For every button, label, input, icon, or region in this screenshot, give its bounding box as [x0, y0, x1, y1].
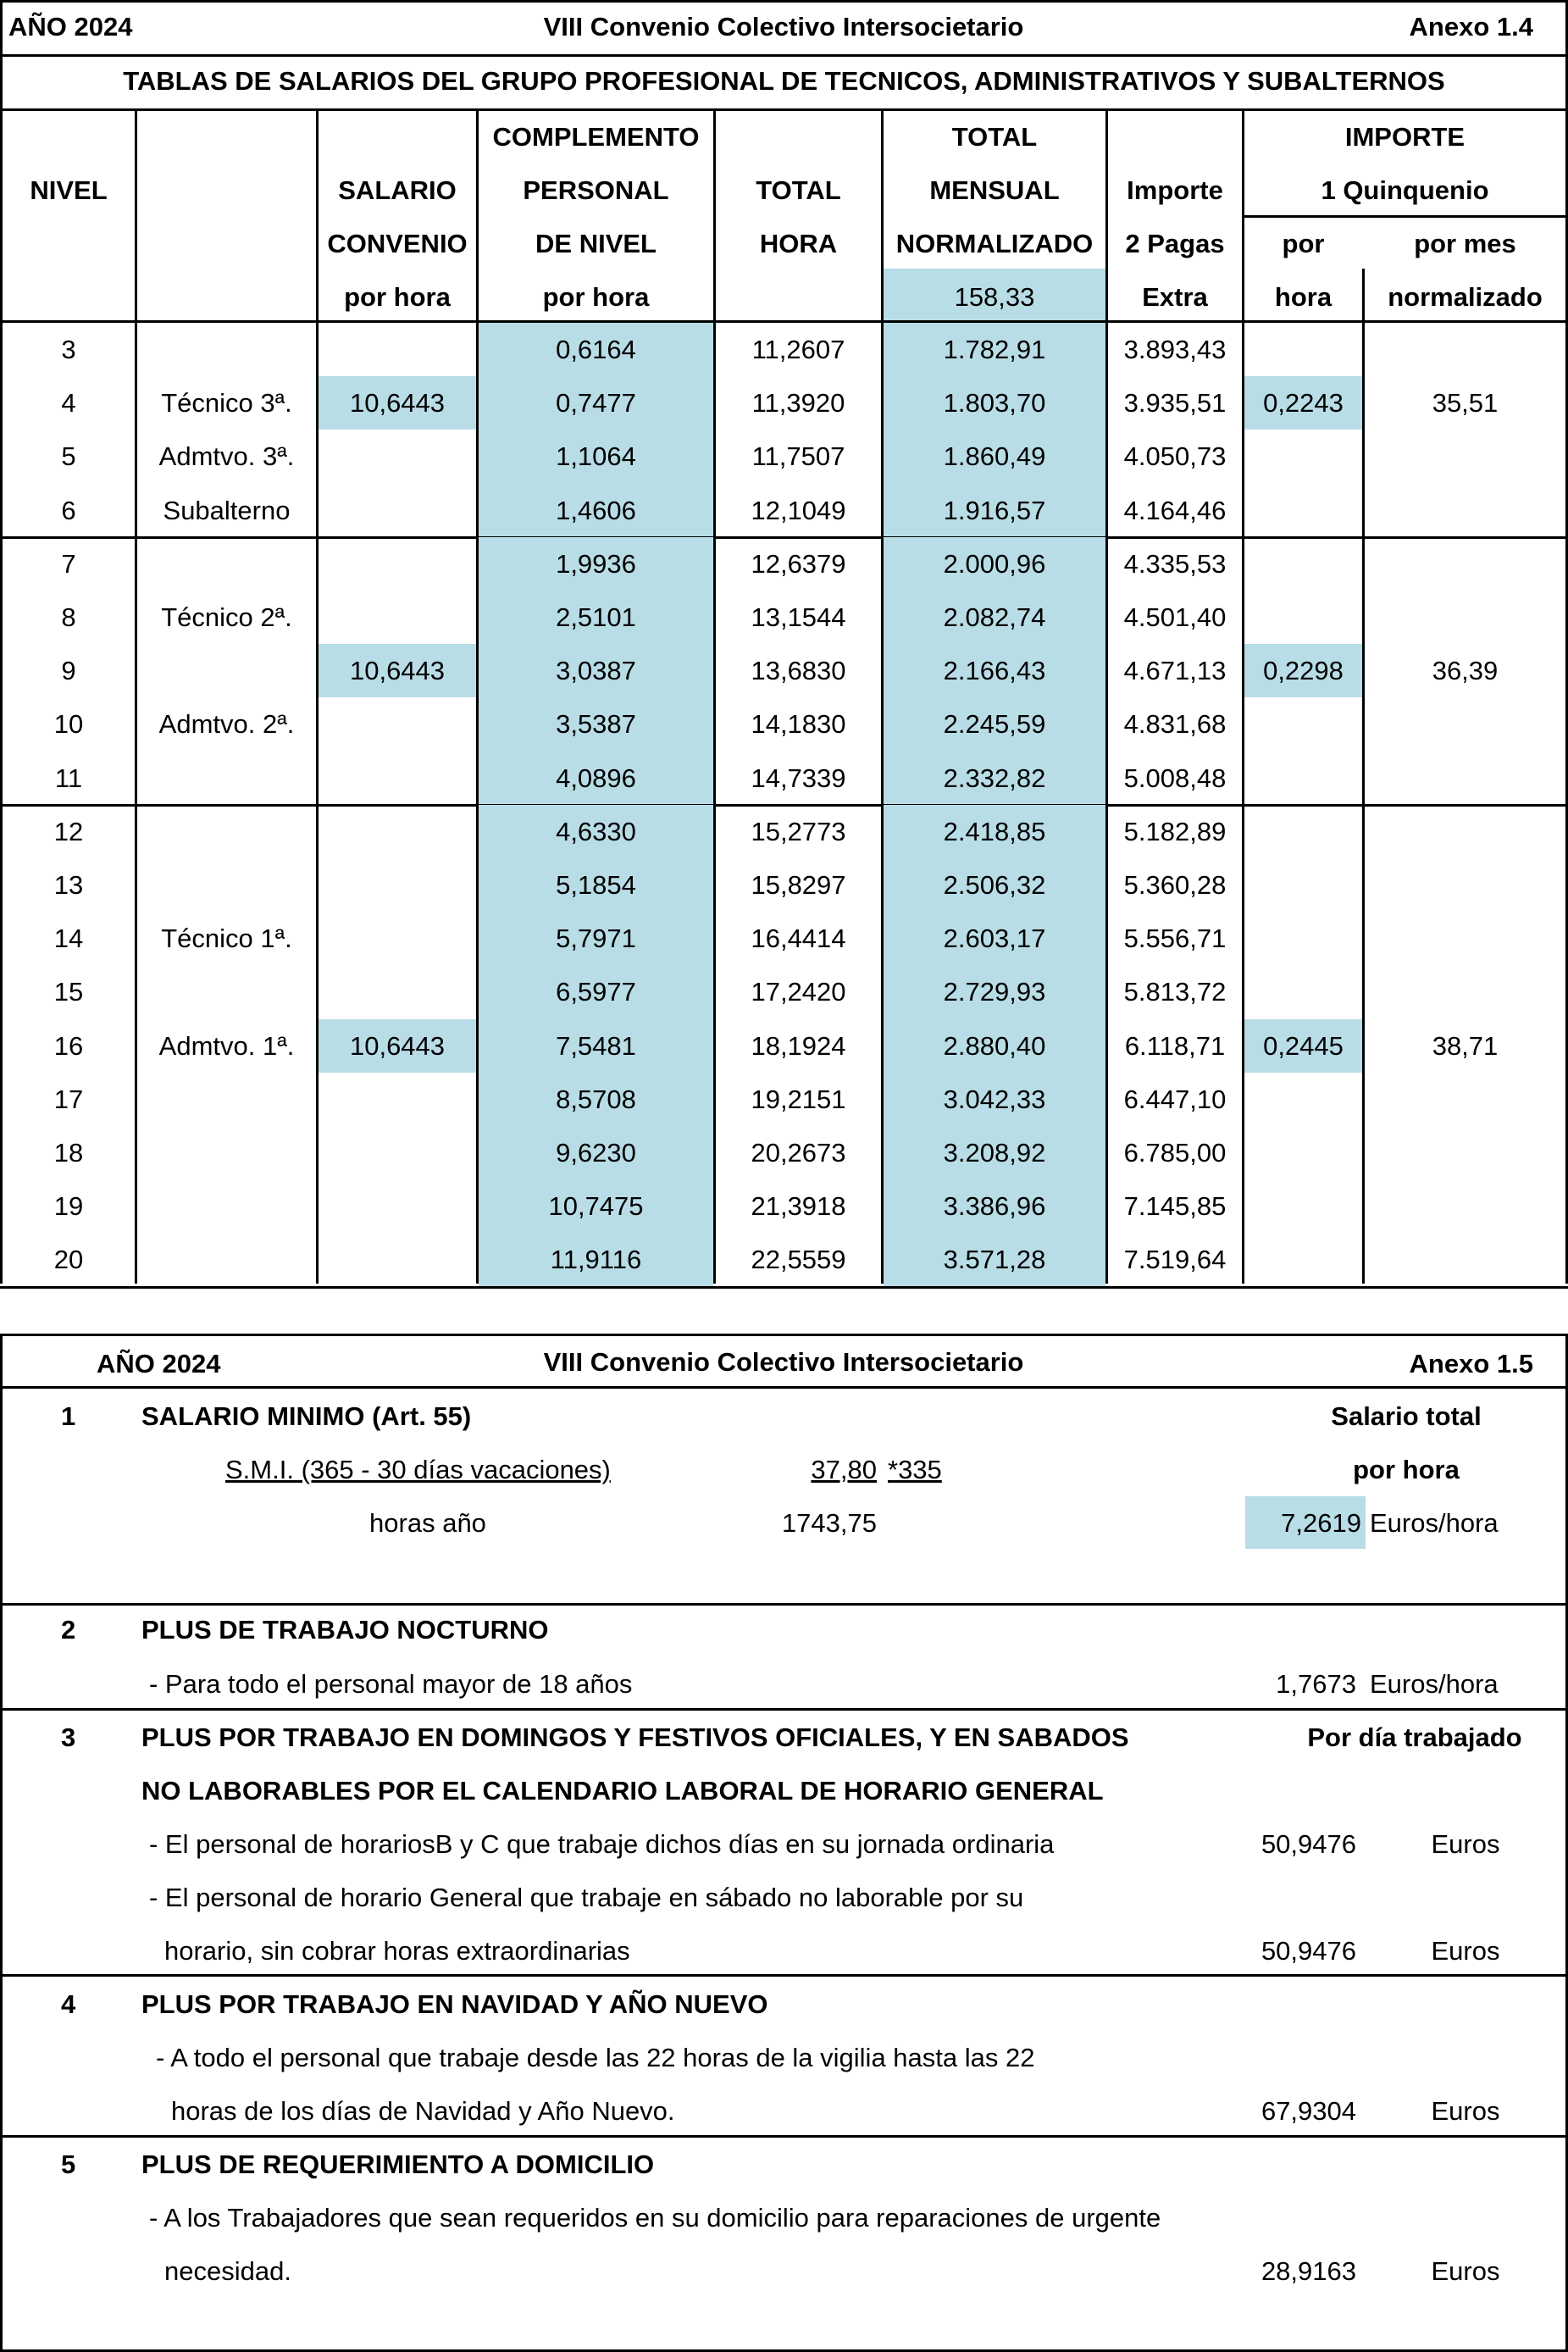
s2-line: - Para todo el personal mayor de 18 años [149, 1669, 633, 1699]
complemento-cell: 8,5708 [556, 1084, 636, 1114]
group-divider [0, 536, 1568, 539]
pagas-extra-cell: 5.182,89 [1123, 816, 1227, 846]
pagas-extra-cell: 5.556,71 [1123, 924, 1227, 954]
total-hora-cell: 15,2773 [751, 816, 846, 846]
pagas-extra-cell: 6.447,10 [1123, 1084, 1227, 1114]
total-mensual-cell: 2.603,17 [943, 924, 1046, 954]
complemento-cell: 4,0896 [556, 763, 636, 793]
s3-line-1: - El personal de horariosB y C que trabaje dichos días en su jornada ordinaria [149, 1829, 1055, 1859]
header-quin-2: 1 Quinquenio [1321, 175, 1489, 205]
header-salario-3: por hora [344, 282, 451, 312]
complemento-cell: 2,5101 [556, 602, 636, 632]
total-mensual-cell: 2.880,40 [943, 1030, 1046, 1061]
category-cell: Técnico 3ª. [161, 388, 292, 419]
total-hora-cell: 13,6830 [751, 656, 846, 686]
s1-unit: Euros/hora [1370, 1508, 1499, 1538]
pagas-extra-cell: 6.785,00 [1123, 1138, 1227, 1168]
s3-right-label: Por día trabajado [1307, 1722, 1522, 1752]
nivel-cell: 14 [53, 924, 84, 954]
annex14-year: AÑO 2024 [8, 12, 133, 42]
category-cell: Admtvo. 3ª. [158, 441, 295, 472]
s1-total: 7,2619 [1281, 1508, 1361, 1538]
nivel-cell: 12 [53, 816, 84, 846]
nivel-cell: 11 [54, 763, 83, 793]
s3-unit-2: Euros [1431, 1936, 1500, 1966]
s2-title: PLUS DE TRABAJO NOCTURNO [141, 1615, 549, 1645]
category-cell: Admtvo. 2ª. [158, 709, 295, 740]
pagas-extra-cell: 6.118,71 [1124, 1030, 1226, 1061]
total-mensual-cell: 2.082,74 [943, 602, 1046, 632]
smi-value: 37,80 [811, 1455, 877, 1484]
complemento-cell: 6,5977 [556, 977, 636, 1007]
s4-unit: Euros [1431, 2096, 1500, 2126]
group-divider [0, 804, 1568, 807]
s2-value: 1,7673 [1276, 1669, 1356, 1699]
annex14-number: Anexo 1.4 [1409, 12, 1533, 42]
total-mensual-cell: 2.332,82 [943, 763, 1046, 793]
complemento-cell: 9,6230 [556, 1138, 636, 1168]
header-quin-mes-1: por mes [1414, 229, 1516, 258]
smi-multiplier: *335 [888, 1455, 942, 1484]
salario-convenio: 10,6443 [349, 1030, 446, 1061]
s5-number: 5 [61, 2150, 76, 2179]
s3-title-1: PLUS POR TRABAJO EN DOMINGOS Y FESTIVOS OFICIALES, Y EN SABADOS [141, 1722, 1129, 1752]
salario-convenio: 10,6443 [349, 656, 446, 686]
complemento-cell: 1,9936 [556, 548, 636, 579]
pagas-extra-cell: 4.335,53 [1123, 548, 1227, 579]
total-hora-cell: 11,7507 [751, 441, 845, 472]
nivel-cell: 8 [61, 602, 76, 632]
quinquenio-por-hora: 0,2445 [1263, 1030, 1344, 1061]
nivel-cell: 17 [53, 1084, 84, 1114]
total-mensual-cell: 2.245,59 [943, 709, 1046, 740]
nivel-cell: 19 [53, 1191, 84, 1222]
pagas-extra-cell: 4.050,73 [1123, 441, 1227, 472]
total-mensual-cell: 3.386,96 [943, 1191, 1046, 1222]
category-cell: Subalterno [163, 495, 291, 525]
s5-unit: Euros [1431, 2256, 1500, 2286]
pagas-extra-cell: 7.145,85 [1123, 1191, 1227, 1222]
nivel-cell: 20 [53, 1245, 84, 1275]
total-hora-cell: 20,2673 [751, 1138, 846, 1168]
s4-number: 4 [61, 1989, 76, 2019]
pagas-extra-cell: 3.935,51 [1123, 388, 1227, 419]
header-quin-mes-2: normalizado [1388, 282, 1543, 312]
pagas-extra-cell: 3.893,43 [1123, 335, 1227, 364]
header-mensual-1: TOTAL [951, 122, 1038, 152]
nivel-cell: 6 [61, 495, 76, 525]
nivel-cell: 18 [53, 1138, 84, 1168]
header-nivel: NIVEL [30, 175, 108, 205]
s2-unit: Euros/hora [1370, 1669, 1499, 1699]
header-mensual-3: NORMALIZADO [895, 229, 1094, 258]
complemento-cell: 5,1854 [556, 870, 636, 900]
total-mensual-cell: 1.782,91 [943, 335, 1046, 364]
s3-title-2: NO LABORABLES POR EL CALENDARIO LABORAL DE HORARIO GENERAL [141, 1776, 1104, 1806]
horas-label: horas año [369, 1508, 486, 1538]
total-mensual-cell: 3.042,33 [943, 1084, 1046, 1114]
quinquenio-por-mes: 38,71 [1432, 1030, 1499, 1061]
s2-number: 2 [61, 1615, 76, 1645]
pagas-extra-cell: 5.360,28 [1123, 870, 1227, 900]
total-mensual-cell: 2.166,43 [943, 656, 1046, 686]
s3-value-2: 50,9476 [1260, 1936, 1356, 1966]
quinquenio-por-hora: 0,2243 [1263, 388, 1344, 419]
pagas-extra-cell: 7.519,64 [1123, 1245, 1227, 1275]
total-hora-cell: 13,1544 [751, 602, 846, 632]
pagas-extra-cell: 4.831,68 [1123, 709, 1227, 740]
total-hora-cell: 11,3920 [751, 388, 845, 419]
quinquenio-por-mes: 36,39 [1432, 656, 1499, 686]
total-mensual-cell: 3.571,28 [943, 1245, 1046, 1275]
nivel-cell: 5 [61, 441, 76, 472]
s1-number: 1 [61, 1401, 76, 1431]
header-quin-1: IMPORTE [1344, 122, 1465, 152]
total-mensual-cell: 2.729,93 [943, 977, 1046, 1007]
total-hora-cell: 17,2420 [751, 977, 846, 1007]
nivel-cell: 4 [61, 388, 76, 419]
annex15-number: Anexo 1.5 [1409, 1349, 1533, 1378]
horas-value: 1743,75 [781, 1508, 877, 1538]
total-hora-cell: 15,8297 [751, 870, 846, 900]
header-quin-hora-1: por [1282, 229, 1325, 258]
total-mensual-cell: 2.506,32 [943, 870, 1046, 900]
header-extra-3: Extra [1142, 282, 1208, 312]
annex14-agreement: VIII Convenio Colectivo Intersocietario [543, 12, 1024, 42]
pagas-extra-cell: 4.501,40 [1123, 602, 1227, 632]
total-hora-cell: 12,1049 [751, 495, 846, 525]
header-total-2: HORA [759, 229, 838, 258]
nivel-cell: 13 [53, 870, 84, 900]
total-hora-cell: 19,2151 [751, 1084, 846, 1114]
total-hora-cell: 22,5559 [751, 1245, 846, 1275]
quinquenio-por-mes: 35,51 [1432, 388, 1499, 419]
nivel-cell: 15 [53, 977, 84, 1007]
s5-line-a: - A los Trabajadores que sean requeridos en su domicilio para reparaciones de urgente [149, 2203, 1161, 2233]
s3-value-1: 50,9476 [1260, 1829, 1356, 1859]
total-mensual-cell: 1.916,57 [943, 495, 1046, 525]
header-salario-2: CONVENIO [327, 229, 468, 258]
nivel-cell: 9 [61, 656, 76, 686]
salario-convenio: 10,6443 [349, 388, 446, 419]
header-mensual-hours: 158,33 [954, 282, 1035, 312]
complemento-cell: 3,5387 [556, 709, 636, 740]
nivel-cell: 3 [61, 335, 76, 364]
total-mensual-cell: 3.208,92 [943, 1138, 1046, 1168]
total-mensual-cell: 2.000,96 [943, 548, 1046, 579]
s1-right-label-1: Salario total [1331, 1401, 1482, 1431]
total-hora-cell: 21,3918 [751, 1191, 846, 1222]
header-mensual-2: MENSUAL [929, 175, 1060, 205]
pagas-extra-cell: 4.164,46 [1123, 495, 1227, 525]
total-hora-cell: 11,2607 [751, 335, 845, 364]
complemento-cell: 7,5481 [556, 1030, 636, 1061]
header-quin-hora-2: hora [1274, 282, 1333, 312]
header-comp-2: PERSONAL [523, 175, 669, 205]
category-cell: Admtvo. 1ª. [158, 1030, 295, 1061]
s4-line-a: - A todo el personal que trabaje desde las 22 horas de la vigilia hasta las 22 [156, 2043, 1035, 2072]
annex14-title: TABLAS DE SALARIOS DEL GRUPO PROFESIONAL DE TECNICOS, ADMINISTRATIVOS Y SUBALTERNOS [123, 66, 1445, 96]
total-mensual-cell: 2.418,85 [943, 816, 1046, 846]
total-mensual-cell: 1.860,49 [943, 441, 1046, 472]
header-comp-4: por hora [542, 282, 650, 312]
pagas-extra-cell: 5.008,48 [1123, 763, 1227, 793]
nivel-cell: 7 [61, 548, 76, 579]
s5-value: 28,9163 [1260, 2256, 1356, 2286]
header-extra-2: 2 Pagas [1125, 229, 1225, 258]
smi-label: S.M.I. (365 - 30 días vacaciones) [225, 1455, 611, 1484]
complemento-cell: 0,7477 [556, 388, 636, 419]
total-hora-cell: 14,7339 [751, 763, 846, 793]
category-cell: Técnico 1ª. [161, 924, 292, 954]
pagas-extra-cell: 5.813,72 [1123, 977, 1227, 1007]
s4-value: 67,9304 [1260, 2096, 1356, 2126]
s5-title: PLUS DE REQUERIMIENTO A DOMICILIO [141, 2150, 655, 2179]
s3-number: 3 [61, 1722, 76, 1752]
s4-title: PLUS POR TRABAJO EN NAVIDAD Y AÑO NUEVO [141, 1989, 768, 2019]
s1-right-label-2: por hora [1353, 1455, 1460, 1484]
header-comp-1: COMPLEMENTO [492, 122, 700, 152]
complemento-cell: 5,7971 [556, 924, 636, 954]
total-hora-cell: 16,4414 [751, 924, 846, 954]
s5-line-b: necesidad. [164, 2256, 291, 2286]
complemento-cell: 3,0387 [556, 656, 636, 686]
s4-line-b: horas de los días de Navidad y Año Nuevo. [171, 2096, 675, 2126]
total-hora-cell: 12,6379 [751, 548, 846, 579]
s3-line-2a: - El personal de horario General que trabaje en sábado no laborable por su [149, 1883, 1024, 1912]
header-total-1: TOTAL [756, 175, 841, 205]
nivel-cell: 10 [53, 709, 84, 740]
complemento-cell: 1,4606 [556, 495, 636, 525]
nivel-cell: 16 [53, 1030, 84, 1061]
complemento-cell: 10,7475 [548, 1191, 644, 1222]
category-cell: Técnico 2ª. [161, 602, 292, 632]
total-mensual-cell: 1.803,70 [943, 388, 1046, 419]
annex15-year: AÑO 2024 [97, 1349, 221, 1378]
total-hora-cell: 18,1924 [751, 1030, 846, 1061]
complemento-cell: 11,9116 [550, 1245, 642, 1275]
header-salario-1: SALARIO [338, 175, 457, 205]
complemento-cell: 4,6330 [556, 816, 636, 846]
group-divider [0, 1286, 1568, 1289]
annex15-agreement: VIII Convenio Colectivo Intersocietario [543, 1347, 1024, 1377]
total-hora-cell: 14,1830 [751, 709, 846, 740]
s3-unit-1: Euros [1431, 1829, 1500, 1859]
s3-line-2b: horario, sin cobrar horas extraordinarias [164, 1936, 630, 1966]
header-extra-1: Importe [1127, 175, 1223, 205]
header-comp-3: DE NIVEL [535, 229, 657, 258]
s1-title: SALARIO MINIMO (Art. 55) [141, 1401, 472, 1431]
complemento-cell: 1,1064 [556, 441, 636, 472]
quinquenio-por-hora: 0,2298 [1263, 656, 1344, 686]
complemento-cell: 0,6164 [556, 335, 636, 364]
pagas-extra-cell: 4.671,13 [1123, 656, 1227, 686]
